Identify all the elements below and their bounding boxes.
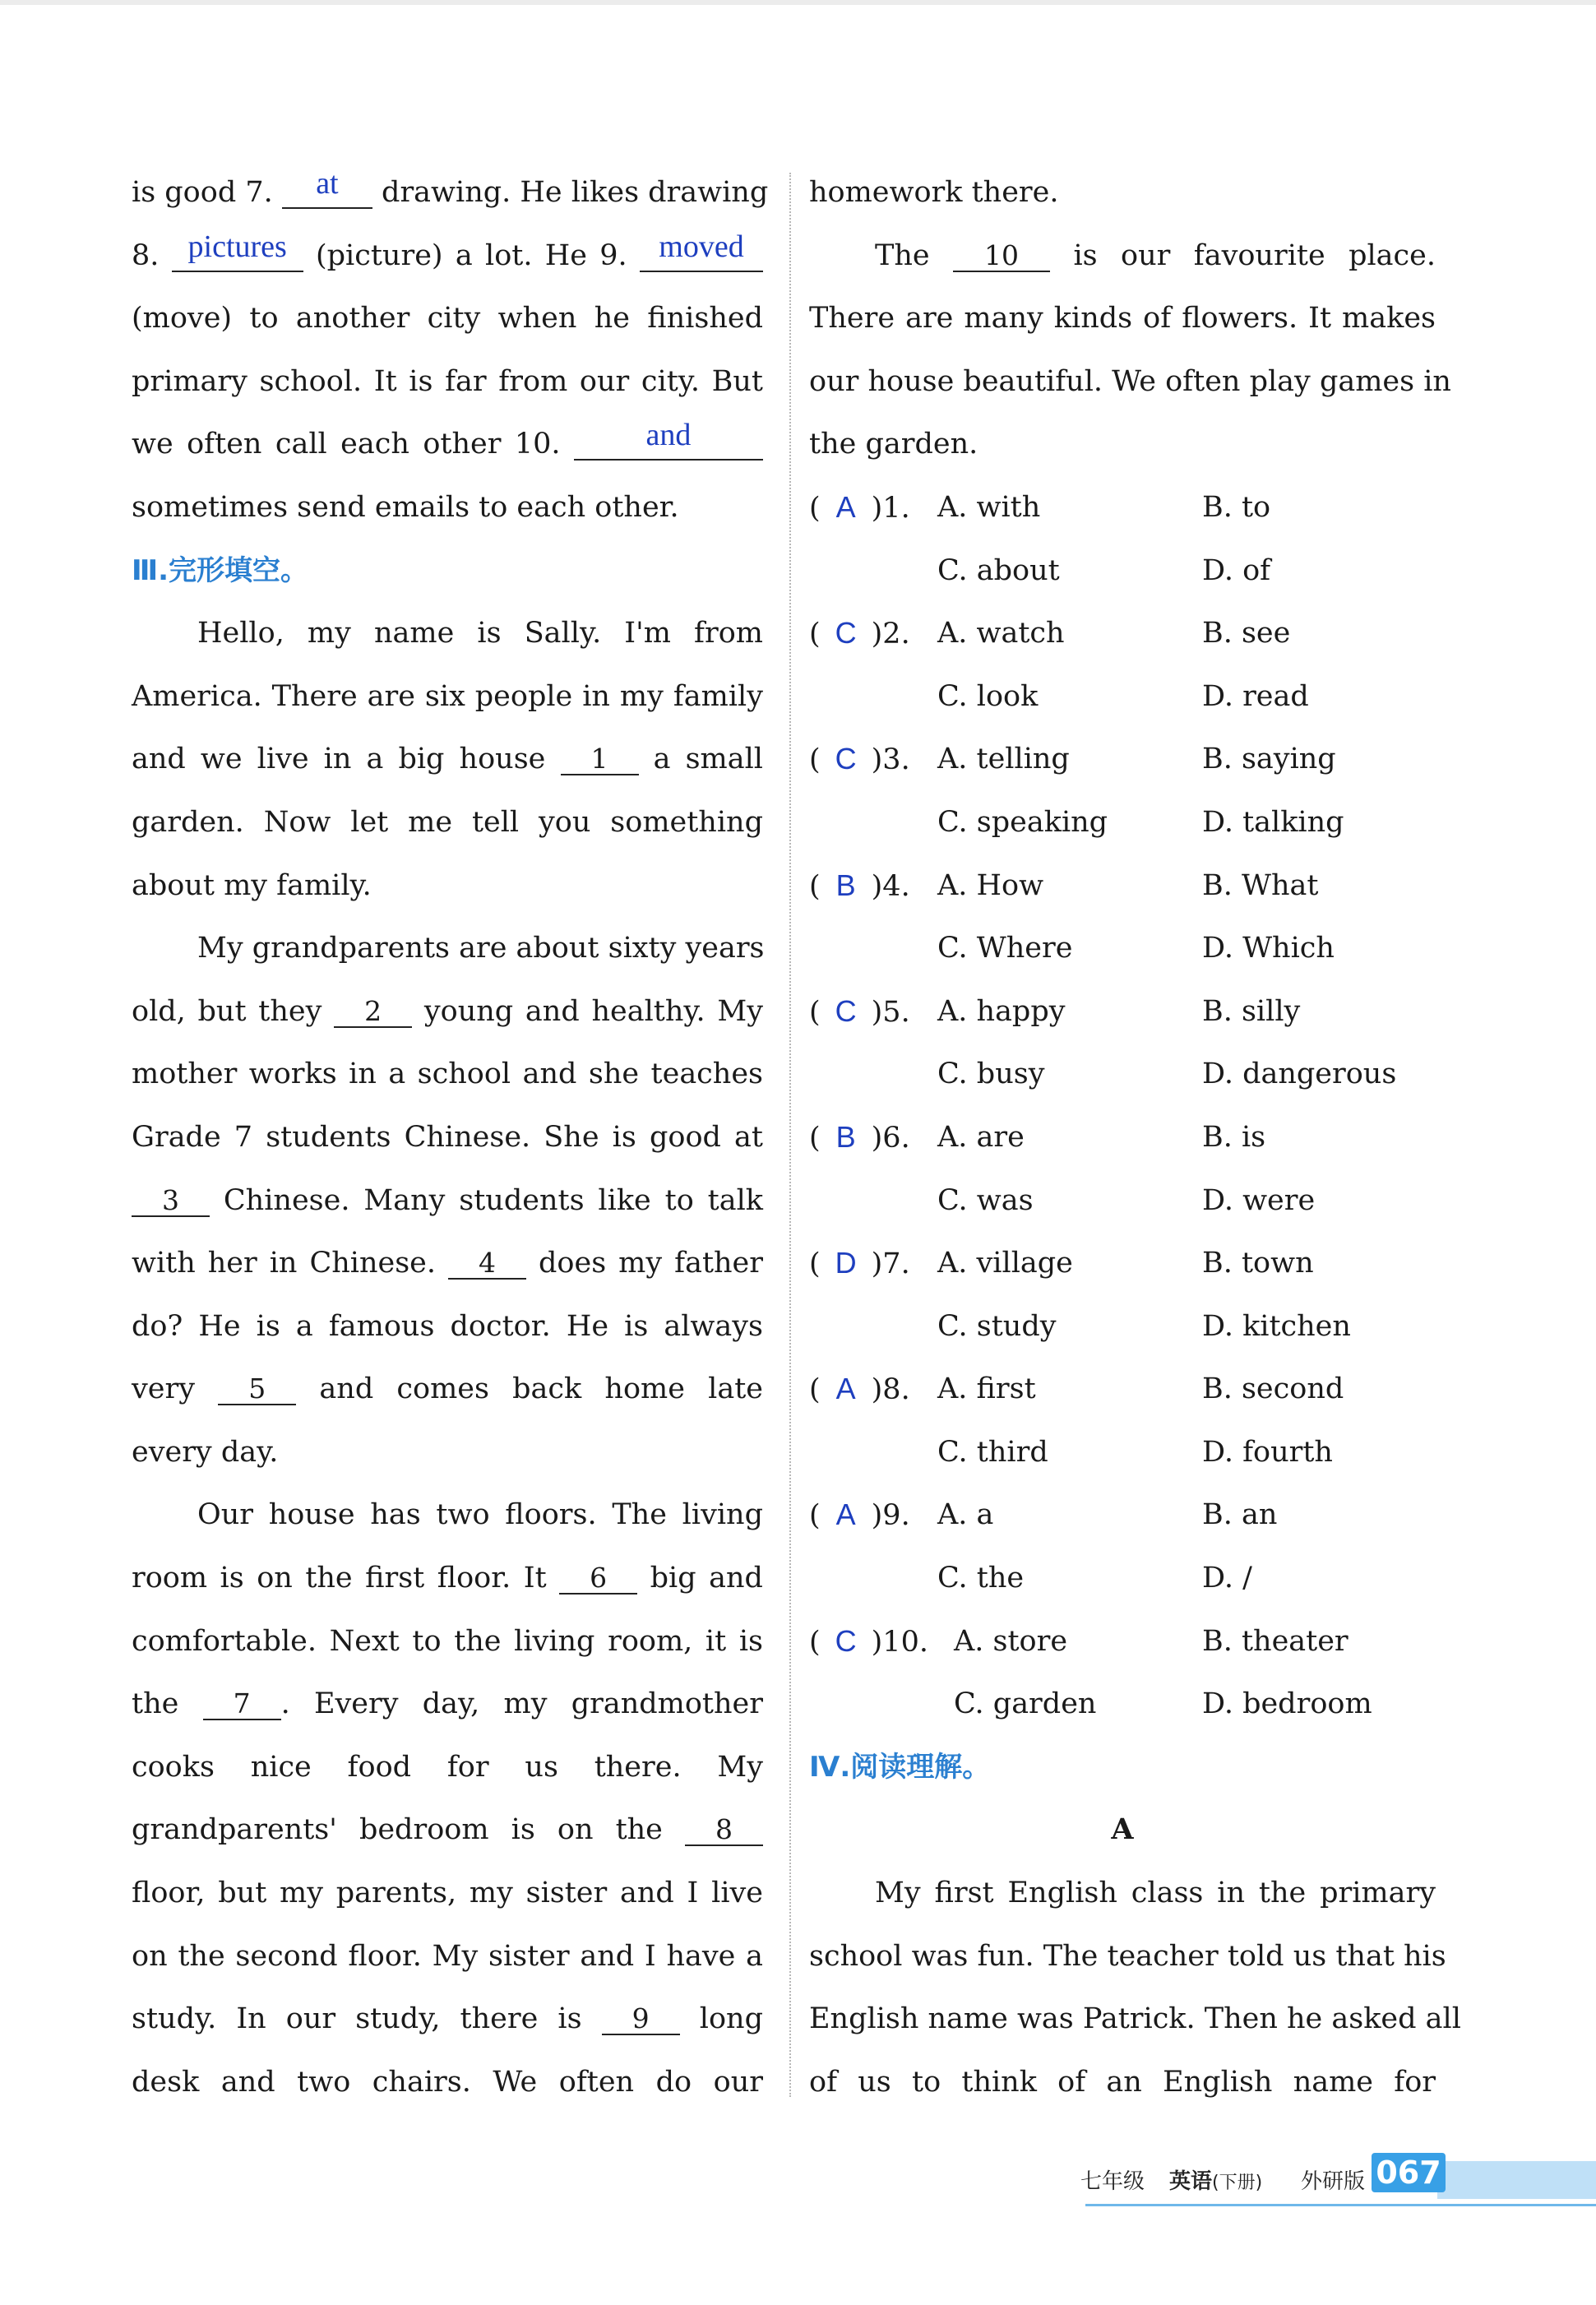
text-line: do? He is a famous doctor. He is always <box>132 1309 763 1343</box>
text-line: Hello, my name is Sally. I'm from <box>197 617 763 650</box>
right-column <box>809 161 1461 2113</box>
question-row-continued <box>809 1169 1436 1233</box>
text-line: room is on the first floor. It 6 big and <box>132 1562 763 1595</box>
text-line: we often call each other 10. and <box>132 413 763 476</box>
cloze-blank: 2 <box>334 997 412 1028</box>
question-row <box>809 476 1436 539</box>
text-line: Our house has two floors. The living <box>197 1498 763 1532</box>
option-d: D. dangerous <box>1202 1058 1397 1091</box>
text-line: of us to think of an English name for <box>809 2065 1436 2099</box>
question-index: )9. <box>871 1499 910 1533</box>
question-number <box>809 854 910 919</box>
option-a: A. telling <box>937 743 1070 776</box>
question-index: )6. <box>871 1121 910 1155</box>
paren-open: ( <box>809 1121 821 1155</box>
question-row <box>809 1358 1436 1421</box>
question-number <box>809 1106 910 1170</box>
question-number <box>809 1610 928 1674</box>
cloze-blank: 7 <box>203 1689 281 1720</box>
paren-open: ( <box>809 1499 821 1533</box>
question-row <box>809 728 1436 791</box>
answer-choice: B <box>835 1119 856 1154</box>
text-line: grandparents' bedroom is on the 8 <box>132 1798 763 1862</box>
text-line: school was fun. The teacher told us that his <box>809 1939 1446 1973</box>
question-row <box>809 602 1436 665</box>
text-line: floor, but my parents, my sister and I live <box>132 1877 763 1910</box>
text-line: on the second floor. My sister and I have a <box>132 1939 763 1973</box>
text-line: and we live in a big house 1 a small <box>132 743 763 776</box>
option-b: B. second <box>1202 1372 1344 1406</box>
option-d: D. Which <box>1202 932 1335 965</box>
footer-subject: 英语(下册) <box>1169 2169 1263 2194</box>
answer-choice: C <box>835 1623 857 1658</box>
question-row <box>809 1106 1436 1169</box>
question-row-continued <box>809 1295 1436 1358</box>
text-line: very 5 and comes back home late <box>132 1372 763 1406</box>
option-a: A. How <box>937 868 1044 902</box>
cloze-blank: 1 <box>561 744 639 775</box>
question-number <box>809 1483 910 1548</box>
footer-edition: 外研版 <box>1301 2169 1366 2194</box>
question-row-continued <box>809 1673 1436 1736</box>
text-line: mother works in a school and she teaches <box>132 1058 763 1091</box>
option-d: D. read <box>1202 679 1309 713</box>
footer-rule <box>1085 2204 1596 2206</box>
text-line: cooks nice food for us there. My <box>132 1750 763 1784</box>
paren-open: ( <box>809 869 821 903</box>
question-row <box>809 1232 1436 1295</box>
option-a: A. with <box>937 490 1041 524</box>
answer-blank-9: moved <box>640 240 763 272</box>
question-row <box>809 1610 1436 1673</box>
text-line: sometimes send emails to each other. <box>132 490 679 524</box>
text-line: 3 Chinese. Many students like to talk <box>132 1169 763 1233</box>
question-number <box>809 980 910 1044</box>
text-line: the 7 . Every day, my grandmother <box>132 1687 763 1721</box>
option-b: B. town <box>1202 1247 1314 1280</box>
section-heading-reading: Ⅳ.阅读理解。 <box>809 1750 991 1784</box>
section-heading-cloze: Ⅲ.完形填空。 <box>132 553 309 587</box>
option-c: C. about <box>937 553 1060 587</box>
cloze-options <box>809 476 1436 1736</box>
option-d: D. were <box>1202 1183 1316 1217</box>
question-row <box>809 1483 1436 1547</box>
question-number <box>809 476 910 540</box>
question-row-continued <box>809 539 1436 603</box>
question-number <box>809 1232 910 1296</box>
option-a: A. watch <box>937 617 1065 650</box>
cloze-blank: 4 <box>448 1248 526 1280</box>
text-line: homework there. <box>809 176 1059 209</box>
option-b: B. saying <box>1202 743 1336 776</box>
answer-blank-10: and <box>574 428 763 461</box>
option-c: C. third <box>937 1435 1048 1469</box>
cloze-blank: 3 <box>132 1186 210 1217</box>
text-line: garden. Now let me tell you something <box>132 805 763 839</box>
passage-title: A <box>1111 1812 1134 1847</box>
footer-band <box>1437 2161 1596 2199</box>
paren-open: ( <box>809 995 821 1029</box>
option-a: A. are <box>937 1120 1025 1154</box>
answer-choice: A <box>835 489 856 524</box>
text-line: comfortable. Next to the living room, it is <box>132 1624 763 1658</box>
column-divider <box>789 173 791 2097</box>
option-a: A. happy <box>937 994 1066 1028</box>
text-line: My grandparents are about sixty years <box>197 932 765 965</box>
answer-choice: B <box>835 868 856 902</box>
text-line: with her in Chinese. 4 does my father <box>132 1247 763 1280</box>
option-c: C. look <box>937 679 1039 713</box>
question-row <box>809 980 1436 1044</box>
text-line: is good 7. at drawing. He likes drawing <box>132 166 769 209</box>
option-c: C. garden <box>954 1687 1097 1721</box>
question-number <box>809 728 910 792</box>
option-d: D. kitchen <box>1202 1309 1351 1343</box>
question-index: )1. <box>871 491 910 525</box>
question-row-continued <box>809 791 1436 854</box>
text-line: every day. <box>132 1435 279 1469</box>
question-index: )5. <box>871 995 910 1029</box>
question-index: )2. <box>871 618 910 651</box>
footer-grade: 七年级 <box>1080 2169 1145 2194</box>
answer-choice: A <box>835 1372 856 1406</box>
option-a: A. first <box>937 1372 1036 1406</box>
question-row-continued <box>809 1043 1436 1106</box>
text-line: about my family. <box>132 868 372 902</box>
answer-choice: C <box>835 993 857 1028</box>
option-a: A. a <box>937 1498 994 1532</box>
option-b: B. What <box>1202 868 1319 902</box>
answer-blank-8: pictures <box>172 240 303 272</box>
option-c: C. study <box>937 1309 1057 1343</box>
answer-choice: C <box>835 616 857 650</box>
paren-open: ( <box>809 743 821 777</box>
option-d: D. of <box>1202 553 1271 587</box>
text-line: study. In our study, there is 9 long <box>132 2002 763 2036</box>
option-b: B. theater <box>1202 1624 1349 1658</box>
cloze-blank: 10 <box>953 241 1050 272</box>
option-a: A. store <box>954 1624 1068 1658</box>
cloze-blank: 6 <box>559 1563 637 1595</box>
option-c: C. was <box>937 1183 1034 1217</box>
option-b: B. see <box>1202 617 1291 650</box>
text-line: 8. pictures (picture) a lot. He 9. moved <box>132 224 763 288</box>
option-a: A. village <box>937 1247 1073 1280</box>
text-line: primary school. It is far from our city. But <box>132 364 763 398</box>
paren-open: ( <box>809 1373 821 1407</box>
text-line: There are many kinds of flowers. It makes <box>809 302 1436 336</box>
option-c: C. speaking <box>937 805 1108 839</box>
paren-open: ( <box>809 491 821 525</box>
option-b: B. an <box>1202 1498 1278 1532</box>
text-line: The 10 is our favourite place. <box>875 238 1436 272</box>
text-line: My first English class in the primary <box>875 1877 1436 1910</box>
answer-choice: A <box>835 1497 856 1532</box>
answer-choice: D <box>835 1246 857 1280</box>
question-row-continued <box>809 917 1436 980</box>
text-line: America. There are six people in my family <box>132 679 763 713</box>
paren-open: ( <box>809 1625 821 1659</box>
question-row-continued <box>809 1547 1436 1610</box>
question-number <box>809 602 910 666</box>
option-b: B. is <box>1202 1120 1266 1154</box>
text-line: Grade 7 students Chinese. She is good at <box>132 1120 763 1154</box>
option-b: B. silly <box>1202 994 1301 1028</box>
answer-blank-7: at <box>282 177 372 209</box>
text-line: (move) to another city when he finished <box>132 302 763 336</box>
answer-choice: C <box>835 742 857 776</box>
text-line: our house beautiful. We often play games in <box>809 364 1451 398</box>
question-index: )7. <box>871 1247 910 1281</box>
option-d: D. / <box>1202 1562 1252 1595</box>
option-d: D. bedroom <box>1202 1687 1372 1721</box>
text-line: the garden. <box>809 428 978 461</box>
question-index: )3. <box>871 743 910 777</box>
text-line: desk and two chairs. We often do our <box>132 2065 763 2099</box>
paren-open: ( <box>809 1247 821 1281</box>
text-line: old, but they 2 young and healthy. My <box>132 994 763 1028</box>
cloze-blank: 8 <box>685 1815 763 1846</box>
text-line: English name was Patrick. Then he asked all <box>809 2002 1461 2036</box>
paren-open: ( <box>809 618 821 651</box>
option-c: C. the <box>937 1562 1025 1595</box>
question-row-continued <box>809 1421 1436 1484</box>
question-number <box>809 1358 910 1422</box>
cloze-blank: 9 <box>602 2004 680 2035</box>
cloze-blank: 5 <box>218 1374 296 1405</box>
option-c: C. Where <box>937 932 1073 965</box>
option-b: B. to <box>1202 490 1271 524</box>
question-index: )4. <box>871 869 910 903</box>
question-index: )8. <box>871 1373 910 1407</box>
option-c: C. busy <box>937 1058 1045 1091</box>
page-top-edge <box>0 0 1596 5</box>
left-column <box>132 161 769 2113</box>
page-number: 067 <box>1372 2153 1446 2192</box>
question-row <box>809 854 1436 918</box>
question-index: )10. <box>871 1625 928 1659</box>
option-d: D. talking <box>1202 805 1344 839</box>
option-d: D. fourth <box>1202 1435 1333 1469</box>
question-row-continued <box>809 665 1436 729</box>
